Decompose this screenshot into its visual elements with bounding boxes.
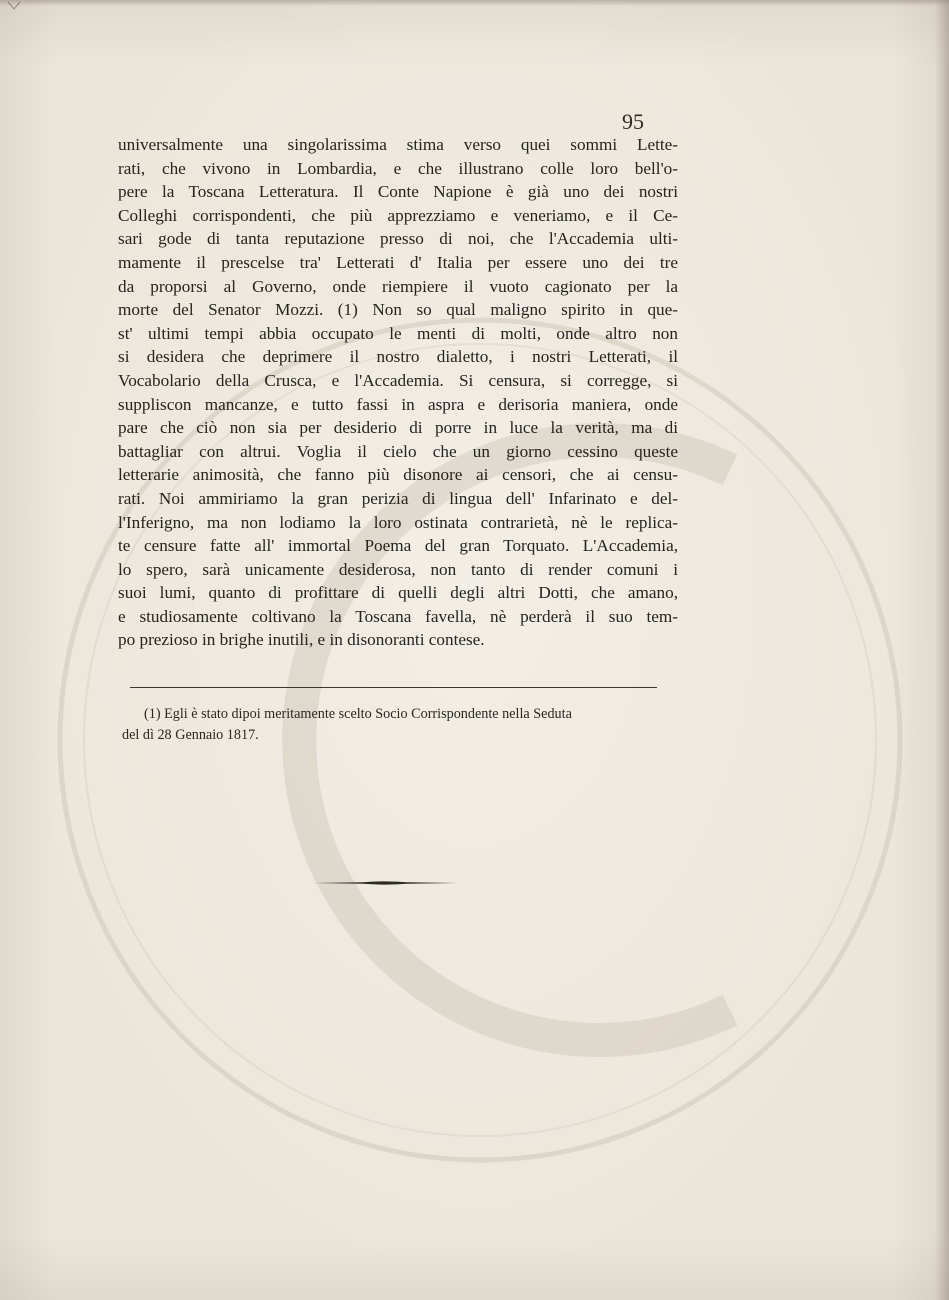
text-line: rati, che vivono in Lombardia, e che illustrano colle loro bell'o-: [118, 158, 678, 178]
text-line: lo spero, sarà unicamente desiderosa, non tanto di render comuni i: [118, 559, 678, 579]
text-line: suppliscon mancanze, e tutto fassi in aspra e derisoria maniera, onde: [118, 394, 678, 414]
text-line: Colleghi corrispondenti, che più apprezziamo e veneriamo, e il Ce-: [118, 205, 678, 225]
footnote-separator: [130, 687, 657, 688]
text-line: mamente il prescelse tra' Letterati d' Italia per essere uno dei tre: [118, 252, 678, 272]
text-line: da proporsi al Governo, onde riempiere il vuoto cagionato per la: [118, 276, 678, 296]
text-line: letterarie animosità, che fanno più disonore ai censori, che ai censu-: [118, 465, 678, 485]
footnote-line: del dì 28 Gennaio 1817.: [122, 727, 259, 743]
footnote-line: (1) Egli è stato dipoi meritamente scelto Socio Corrispondente nella Seduta: [144, 706, 572, 722]
end-ornament-rule: [313, 879, 458, 887]
footnote: [122, 704, 684, 746]
text-line: Vocabolario della Crusca, e l'Accademia. Si censura, si corregge, si: [118, 370, 678, 390]
text-line: battagliar con altrui. Voglia il cielo che un giorno cessino queste: [118, 441, 678, 461]
text-line: pere la Toscana Letteratura. Il Conte Napione è già uno dei nostri: [118, 182, 678, 202]
text-line: universalmente una singolarissima stima verso quei sommi Lette-: [118, 135, 678, 154]
page-top-edge: [0, 0, 949, 6]
text-line: st' ultimi tempi abbia occupato le menti di molti, onde altro non: [118, 323, 678, 343]
text-line: e studiosamente coltivano la Toscana favella, nè perderà il suo tem-: [118, 606, 678, 626]
text-line: rati. Noi ammiriamo la gran perizia di lingua dell' Infarinato e del-: [118, 488, 678, 508]
text-line: si desidera che deprimere il nostro dialetto, i nostri Letterati, il: [118, 347, 678, 367]
page-number: 95: [622, 109, 644, 134]
text-line-last: po prezioso in brighe inutili, e in disonoranti contese.: [118, 630, 485, 650]
text-line: l'Inferigno, ma non lodiamo la loro ostinata contrarietà, nè le replica-: [118, 512, 678, 532]
corner-mark: [4, 0, 24, 16]
page-right-edge: [935, 0, 949, 1300]
text-line: morte del Senator Mozzi. (1) Non so qual maligno spirito in que-: [118, 300, 678, 320]
text-line: te censure fatte all' immortal Poema del gran Torquato. L'Accademia,: [118, 536, 678, 556]
text-line: sari gode di tanta reputazione presso di noi, che l'Accademia ulti-: [118, 229, 678, 249]
body-text: [118, 133, 678, 652]
text-line: suoi lumi, quanto di profittare di quelli degli altri Dotti, che amano,: [118, 583, 678, 603]
text-line: pare che ciò non sia per desiderio di porre in luce la verità, ma di: [118, 418, 678, 438]
